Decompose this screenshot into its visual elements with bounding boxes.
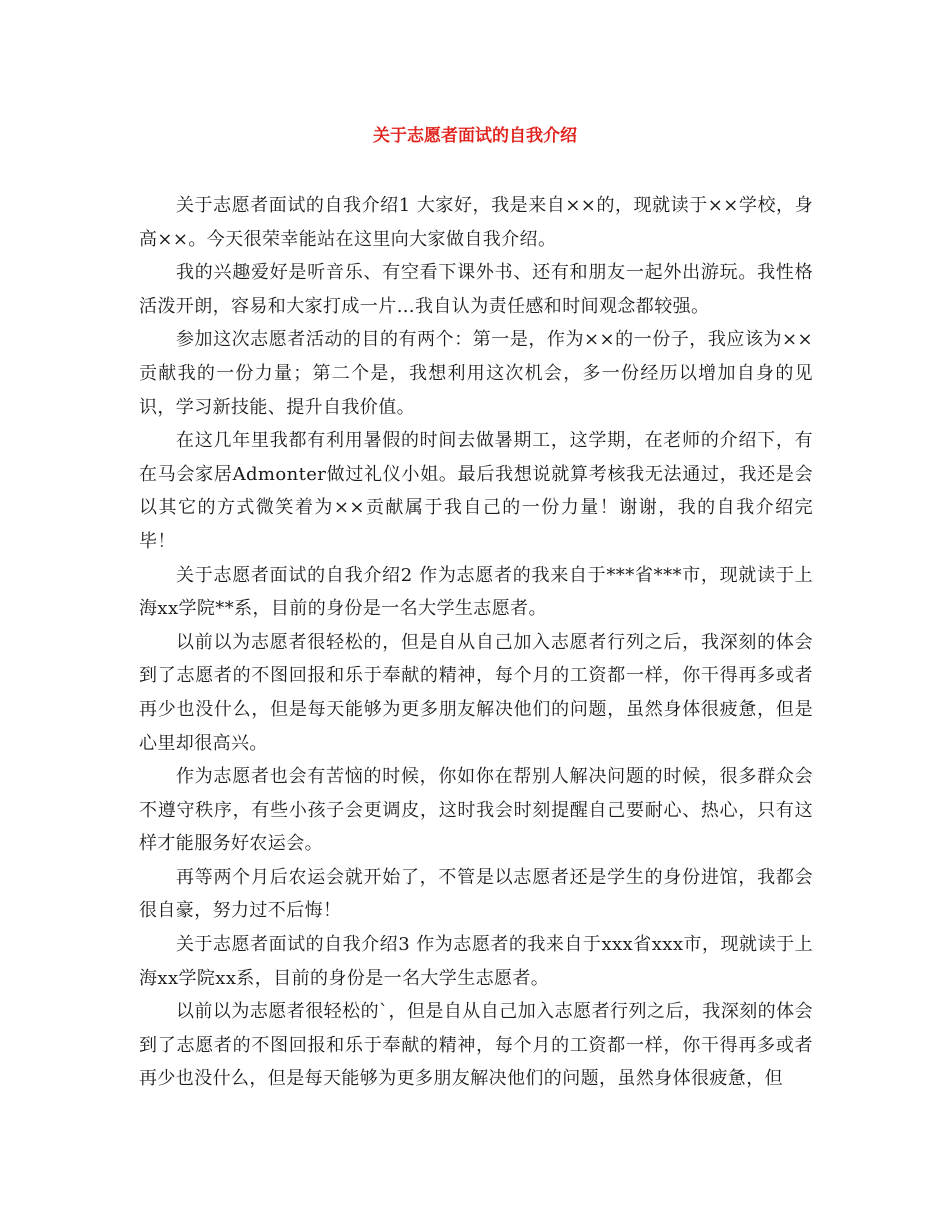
paragraph-2: 我的兴趣爱好是听音乐、有空看下课外书、还有和朋友一起外出游玩。我性格活泼开朗，容易和大家打成一片…我自认为责任感和时间观念都较强。 <box>139 262 813 317</box>
paragraph-9: 关于志愿者面试的自我介绍3 作为志愿者的我来自于xxx省xxx市，现就读于上海xx学院xx系，目前的身份是一名大学生志愿者。 <box>139 934 813 989</box>
document-title: 关于志愿者面试的自我介绍 <box>373 126 577 146</box>
paragraph-3: 参加这次志愿者活动的目的有两个：第一是，作为××的一份子，我应该为××贡献我的一份力量；第二个是，我想利用这次机会，多一份经历以增加自身的见识，学习新技能、提升自我价值。 <box>139 329 813 418</box>
paragraph-10: 以前以为志愿者很轻松的`，但是自从自己加入志愿者行列之后，我深刻的体会到了志愿者的不图回报和乐于奉献的精神，每个月的工资都一样，你干得再多或者再少也没什么，但是每天能够为更多朋友解决他们的问题，虽然身体很疲惫，但 <box>139 1001 813 1090</box>
paragraph-4: 在这几年里我都有利用暑假的时间去做暑期工，这学期，在老师的介绍下，有在马会家居Admonter做过礼仪小姐。最后我想说就算考核我无法通过，我还是会以其它的方式微笑着为××贡献属于我自己的一份力量！谢谢，我的自我介绍完毕！ <box>139 430 813 552</box>
paragraph-8: 再等两个月后农运会就开始了，不管是以志愿者还是学生的身份进馆，我都会很自豪，努力过不后悔！ <box>139 866 813 922</box>
paragraph-5: 关于志愿者面试的自我介绍2 作为志愿者的我来自于***省***市，现就读于上海xx学院**系，目前的身份是一名大学生志愿者。 <box>139 564 813 620</box>
document-body <box>139 189 813 1096</box>
paragraph-7: 作为志愿者也会有苦恼的时候，你如你在帮别人解决问题的时候，很多群众会不遵守秩序，有些小孩子会更调皮，这时我会时刻提醒自己要耐心、热心，只有这样才能服务好农运会。 <box>139 766 813 855</box>
paragraph-6: 以前以为志愿者很轻松的，但是自从自己加入志愿者行列之后，我深刻的体会到了志愿者的不图回报和乐于奉献的精神，每个月的工资都一样，你干得再多或者再少也没什么，但是每天能够为更多朋友解决他们的问题，虽然身体很疲惫，但是心里却很高兴。 <box>139 631 813 754</box>
paragraph-1: 关于志愿者面试的自我介绍1 大家好，我是来自××的，现就读于××学校，身高××。今天很荣幸能站在这里向大家做自我介绍。 <box>139 195 813 250</box>
